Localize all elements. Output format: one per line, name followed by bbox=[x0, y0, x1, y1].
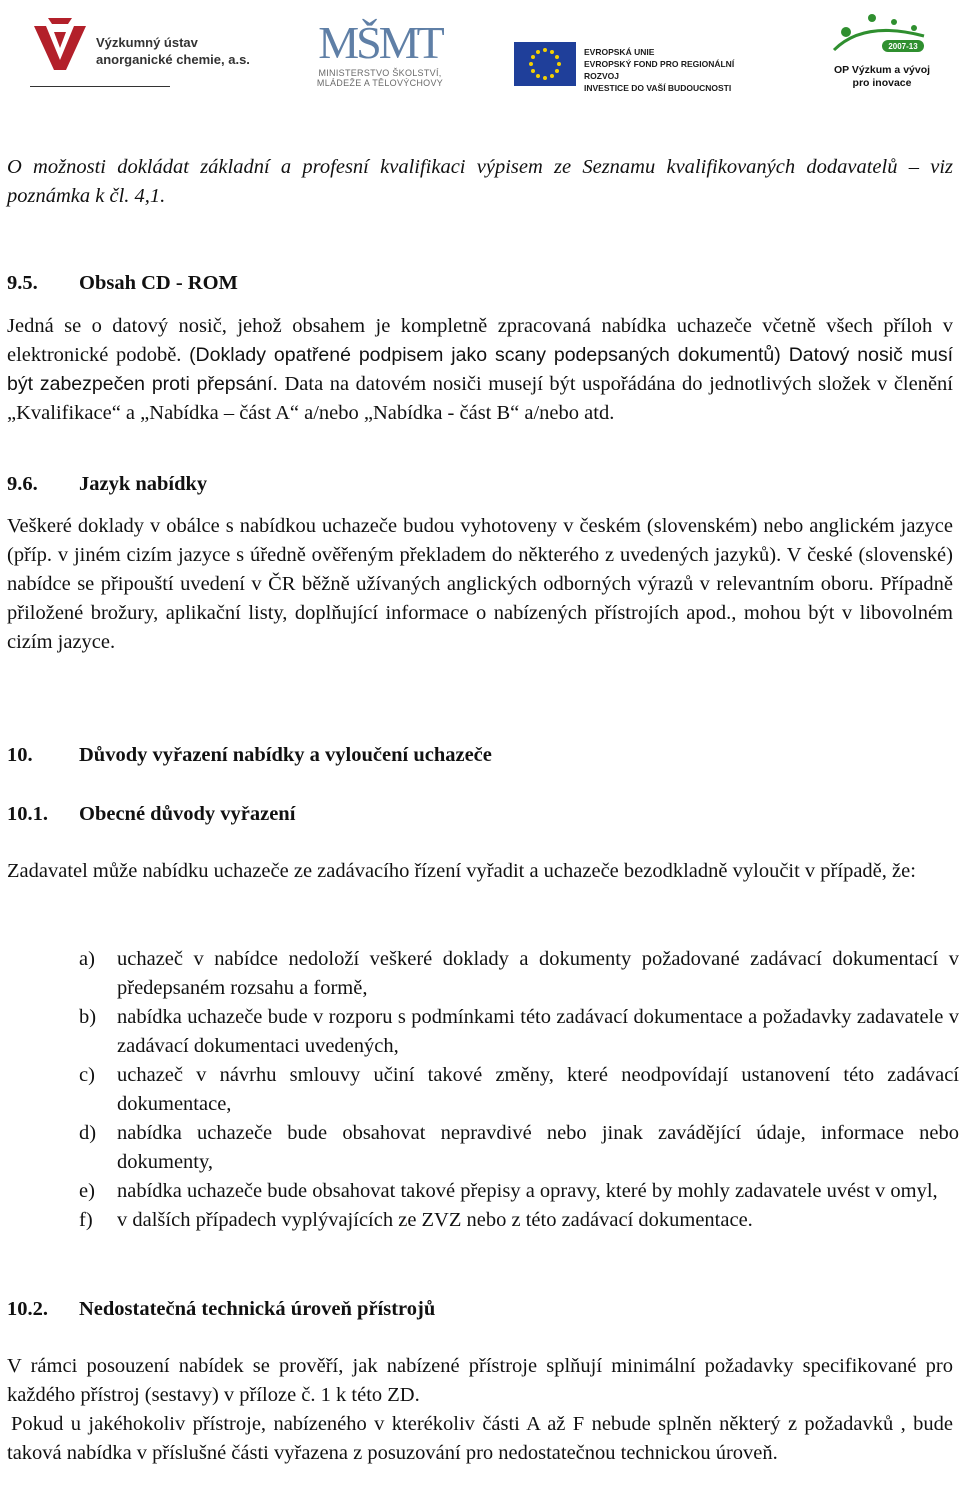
list-marker: e) bbox=[79, 1180, 95, 1202]
vuanch-underline bbox=[30, 86, 170, 87]
section-9-5-p3: Data na datovém nosiči musejí být uspořádána do jednotlivých složek v členění „Kvalifikace“ a „Nabídka – část A“ a/nebo „Nabídka - část B“ a/nebo atd. bbox=[7, 373, 954, 424]
section-10-2-p1: V rámci posouzení nabídek se prověří, jak nabízené přístroje splňují minimální požadavky specifikované pro každého přístroj (sestavy) v příloze č. 1 k této ZD. bbox=[7, 1355, 953, 1406]
list-text: v dalších případech vyplývajících ze ZVZ nebo z této zadávací dokumentace. bbox=[117, 1209, 753, 1231]
eu-line1: EVROPSKÁ UNIE bbox=[584, 47, 655, 57]
list-text: nabídka uchazeče bude obsahovat nepravdivé nebo jinak zavádějící údaje, informace nebo dokumenty, bbox=[117, 1122, 959, 1173]
op-vavpi-emblem-icon bbox=[824, 10, 944, 62]
list-marker: d) bbox=[79, 1122, 97, 1144]
op-vavpi-logo bbox=[818, 10, 948, 95]
msmt-line1: MINISTERSTVO ŠKOLSTVÍ, bbox=[318, 68, 442, 78]
vuanch-emblem-icon bbox=[30, 16, 90, 72]
section-10-heading bbox=[7, 741, 492, 770]
section-10-title: Důvody vyřazení nabídky a vyloučení uchazeče bbox=[79, 744, 492, 766]
section-9-6-number: 9.6. bbox=[7, 473, 38, 495]
section-9-6-title: Jazyk nabídky bbox=[79, 473, 208, 495]
section-10-2-number: 10.2. bbox=[7, 1298, 48, 1320]
list-item bbox=[79, 945, 959, 1003]
section-10-1-heading bbox=[7, 800, 295, 829]
section-10-1-intro: Zadavatel může nabídku uchazeče ze zadávacího řízení vyřadit a uchazeče bezodkladně vyloučit v případě, že: bbox=[7, 860, 916, 882]
list-marker: a) bbox=[79, 948, 95, 970]
list-marker: b) bbox=[79, 1006, 97, 1028]
list-item bbox=[79, 1206, 959, 1235]
msmt-mark-icon bbox=[300, 12, 460, 68]
vuanch-line1: Výzkumný ústav bbox=[96, 35, 198, 50]
section-10-2-title: Nedostatečná technická úroveň přístrojů bbox=[79, 1298, 436, 1320]
section-9-5-heading bbox=[7, 269, 238, 298]
section-9-6-heading bbox=[7, 470, 207, 499]
list-text: nabídka uchazeče bude obsahovat takové přepisy a opravy, které by mohly zadavatele uvést v omyl, bbox=[117, 1180, 938, 1202]
list-item bbox=[79, 1003, 959, 1061]
list-marker: f) bbox=[79, 1209, 93, 1231]
section-9-6-p2: V české (slovenské) nabídce se připouští uvedení v ČR běžně užívaných anglických odborných výrazů v relevantním oboru. Případně přiložené brožury, aplikační listy, doplňující informace o nabízených přístrojích apod., mohou být v libovolném cizím jazyce. bbox=[7, 544, 953, 653]
list-text: uchazeč v návrhu smlouvy učiní takové změny, které neodpovídají ustanovení této zadávací dokumentace, bbox=[117, 1064, 959, 1115]
section-9-5-p2: (Doklady opatřené podpisem jako scany podepsaných dokumentů) Datový nosič musí být zabezpečen proti přepsání. bbox=[7, 344, 954, 395]
exclusion-reasons-list bbox=[79, 945, 959, 1235]
intro-note: O možnosti dokládat základní a profesní kvalifikaci výpisem ze Seznamu kvalifikovaných dodavatelů – viz poznámka k čl. 4,1. bbox=[7, 156, 953, 207]
section-9-5-title: Obsah CD - ROM bbox=[79, 272, 238, 294]
list-item bbox=[79, 1061, 959, 1119]
eu-flag-icon bbox=[514, 42, 576, 86]
eu-line3: INVESTICE DO VAŠÍ BUDOUCNOSTI bbox=[584, 83, 732, 93]
vuanch-line2: anorganické chemie, a.s. bbox=[96, 52, 250, 67]
list-text: uchazeč v nabídce nedoloží veškeré doklady a dokumenty požadované zadávací dokumentací v předepsaném rozsahu a formě, bbox=[117, 948, 959, 999]
eu-logo bbox=[514, 42, 764, 93]
op-line2: pro inovace bbox=[852, 77, 912, 89]
op-years: 2007-13 bbox=[888, 42, 918, 51]
eu-line2: EVROPSKÝ FOND PRO REGIONÁLNÍ ROZVOJ bbox=[584, 59, 735, 81]
section-10-2-p2: Pokud u jakéhokoliv přístroje, nabízeného v kterékoliv části A až F nebude splněn některý z požadavků , bude taková nabídka v příslušné části vyřazena z posuzování pro nedostatečnou technickou úroveň. bbox=[7, 1413, 953, 1464]
section-9-5-number: 9.5. bbox=[7, 272, 38, 294]
list-text: nabídka uchazeče bude v rozporu s podmínkami této zadávací dokumentace a požadavky zadavatele v zadávací dokumentaci uvedených, bbox=[117, 1006, 959, 1057]
header-logos bbox=[0, 0, 960, 100]
section-9-5-p1: Jedná se o datový nosič, jehož obsahem je kompletně zpracovaná nabídka uchazeče včetně všech příloh v elektronické podobě. bbox=[7, 315, 953, 366]
list-item bbox=[79, 1177, 959, 1206]
section-9-6-p1: Veškeré doklady v obálce s nabídkou uchazeče budou vyhotoveny v českém (slovenském) nebo anglickém jazyce (příp. v jiném cizím jazyce s úředně ověřeným překladem do některého z uvedených jazyků). bbox=[7, 515, 953, 566]
section-10-1-number: 10.1. bbox=[7, 803, 48, 825]
section-10-2-heading bbox=[7, 1295, 435, 1324]
svg-text:MŠMT: MŠMT bbox=[318, 17, 442, 68]
vuanch-logo bbox=[30, 16, 290, 86]
list-marker: c) bbox=[79, 1064, 95, 1086]
msmt-logo bbox=[300, 12, 460, 92]
section-9-6-text bbox=[7, 512, 953, 657]
section-10-number: 10. bbox=[7, 744, 33, 766]
section-10-1-title: Obecné důvody vyřazení bbox=[79, 803, 296, 825]
list-item bbox=[79, 1119, 959, 1177]
op-line1: OP Výzkum a vývoj bbox=[833, 64, 931, 76]
section-9-5-text bbox=[7, 312, 953, 428]
msmt-line2: MLÁDEŽE A TĚLOVÝCHOVY bbox=[316, 78, 444, 88]
